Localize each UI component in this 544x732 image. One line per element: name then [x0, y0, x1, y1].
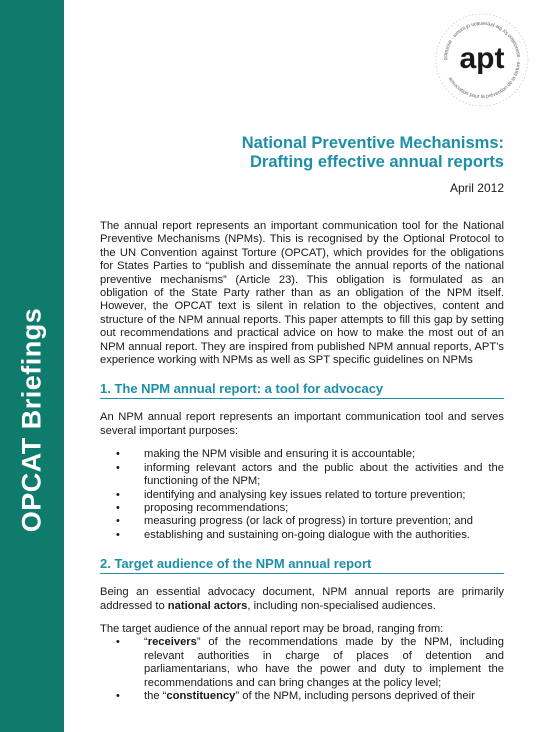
series-title: OPCAT Briefings — [16, 307, 47, 533]
list-item: • informing relevant actors and the public about the activities and the functioning of the NPM; — [116, 461, 504, 488]
apt-logo — [432, 10, 532, 110]
section-2-heading: 2. Target audience of the NPM annual report — [100, 556, 504, 574]
intro-paragraph: The annual report represents an important communication tool for the National Preventive Mechanisms (NPMs). This is recognised by the Optional Protocol to the UN Convention against Torture (OPCAT), which provides for the obligations for States Parties to “publish and disseminate the annual reports of the national preventive mechanisms” (Article 23). This obligation is formulated as an obligation of the State Party rather than as an obligation of the NPM itself. However, the OPCAT text is silent in relation to the objectives, content and structure of the NPM annual reports. This paper attempts to fill this gap by setting out recommendations and practical advice on how to make the most out of an NPM annual report. They are inspired from published NPM annual reports, APT’s experience working with NPMs as well as SPT specific guidelines on NPMs — [100, 220, 504, 367]
audience-list — [100, 636, 504, 703]
list-item: • identifying and analysing key issues related to torture prevention; — [116, 488, 466, 501]
section-2-paragraph-2: The target audience of the annual report may be broad, ranging from: — [100, 622, 444, 635]
list-item: • making the NPM visible and ensuring it is accountable; — [116, 448, 416, 461]
list-item: • measuring progress (or lack of progress) in torture prevention; and — [116, 515, 473, 528]
section-2-paragraph-1: Being an essential advocacy document, NPM annual reports are primarily addressed to national actors, including non-specialised audiences. — [100, 586, 504, 612]
document-title — [100, 134, 504, 172]
list-item: • proposing recommendations; — [116, 501, 289, 514]
publication-date: April 2012 — [449, 181, 504, 195]
document-body — [100, 220, 504, 703]
section-1-paragraph: An NPM annual report represents an important communication tool and serves several important purposes: — [100, 411, 504, 437]
sidebar-band — [0, 0, 64, 732]
section-1-heading: 1. The NPM annual report: a tool for advocacy — [100, 381, 504, 399]
title-line-1: National Preventive Mechanisms: — [241, 134, 504, 152]
list-item: • establishing and sustaining on-going dialogue with the authorities. — [116, 528, 470, 541]
logo-ring-text: association pour la prévention de la torture · association for the prevention of torture · asociació — [441, 19, 523, 101]
logo-wordmark: apt — [459, 42, 505, 75]
list-item: • “receivers” of the recommendations made by the NPM, including relevant authorities in charge of places of detention and parliamentarians, who have the power and duty to implement the recommendations and can bring changes at the policy level; — [116, 636, 504, 689]
list-item: • the “constituency” of the NPM, including persons deprived of their — [116, 689, 475, 702]
apt-logo-icon — [432, 10, 532, 110]
title-line-2: Drafting effective annual reports — [250, 153, 504, 171]
purposes-list — [100, 448, 504, 542]
